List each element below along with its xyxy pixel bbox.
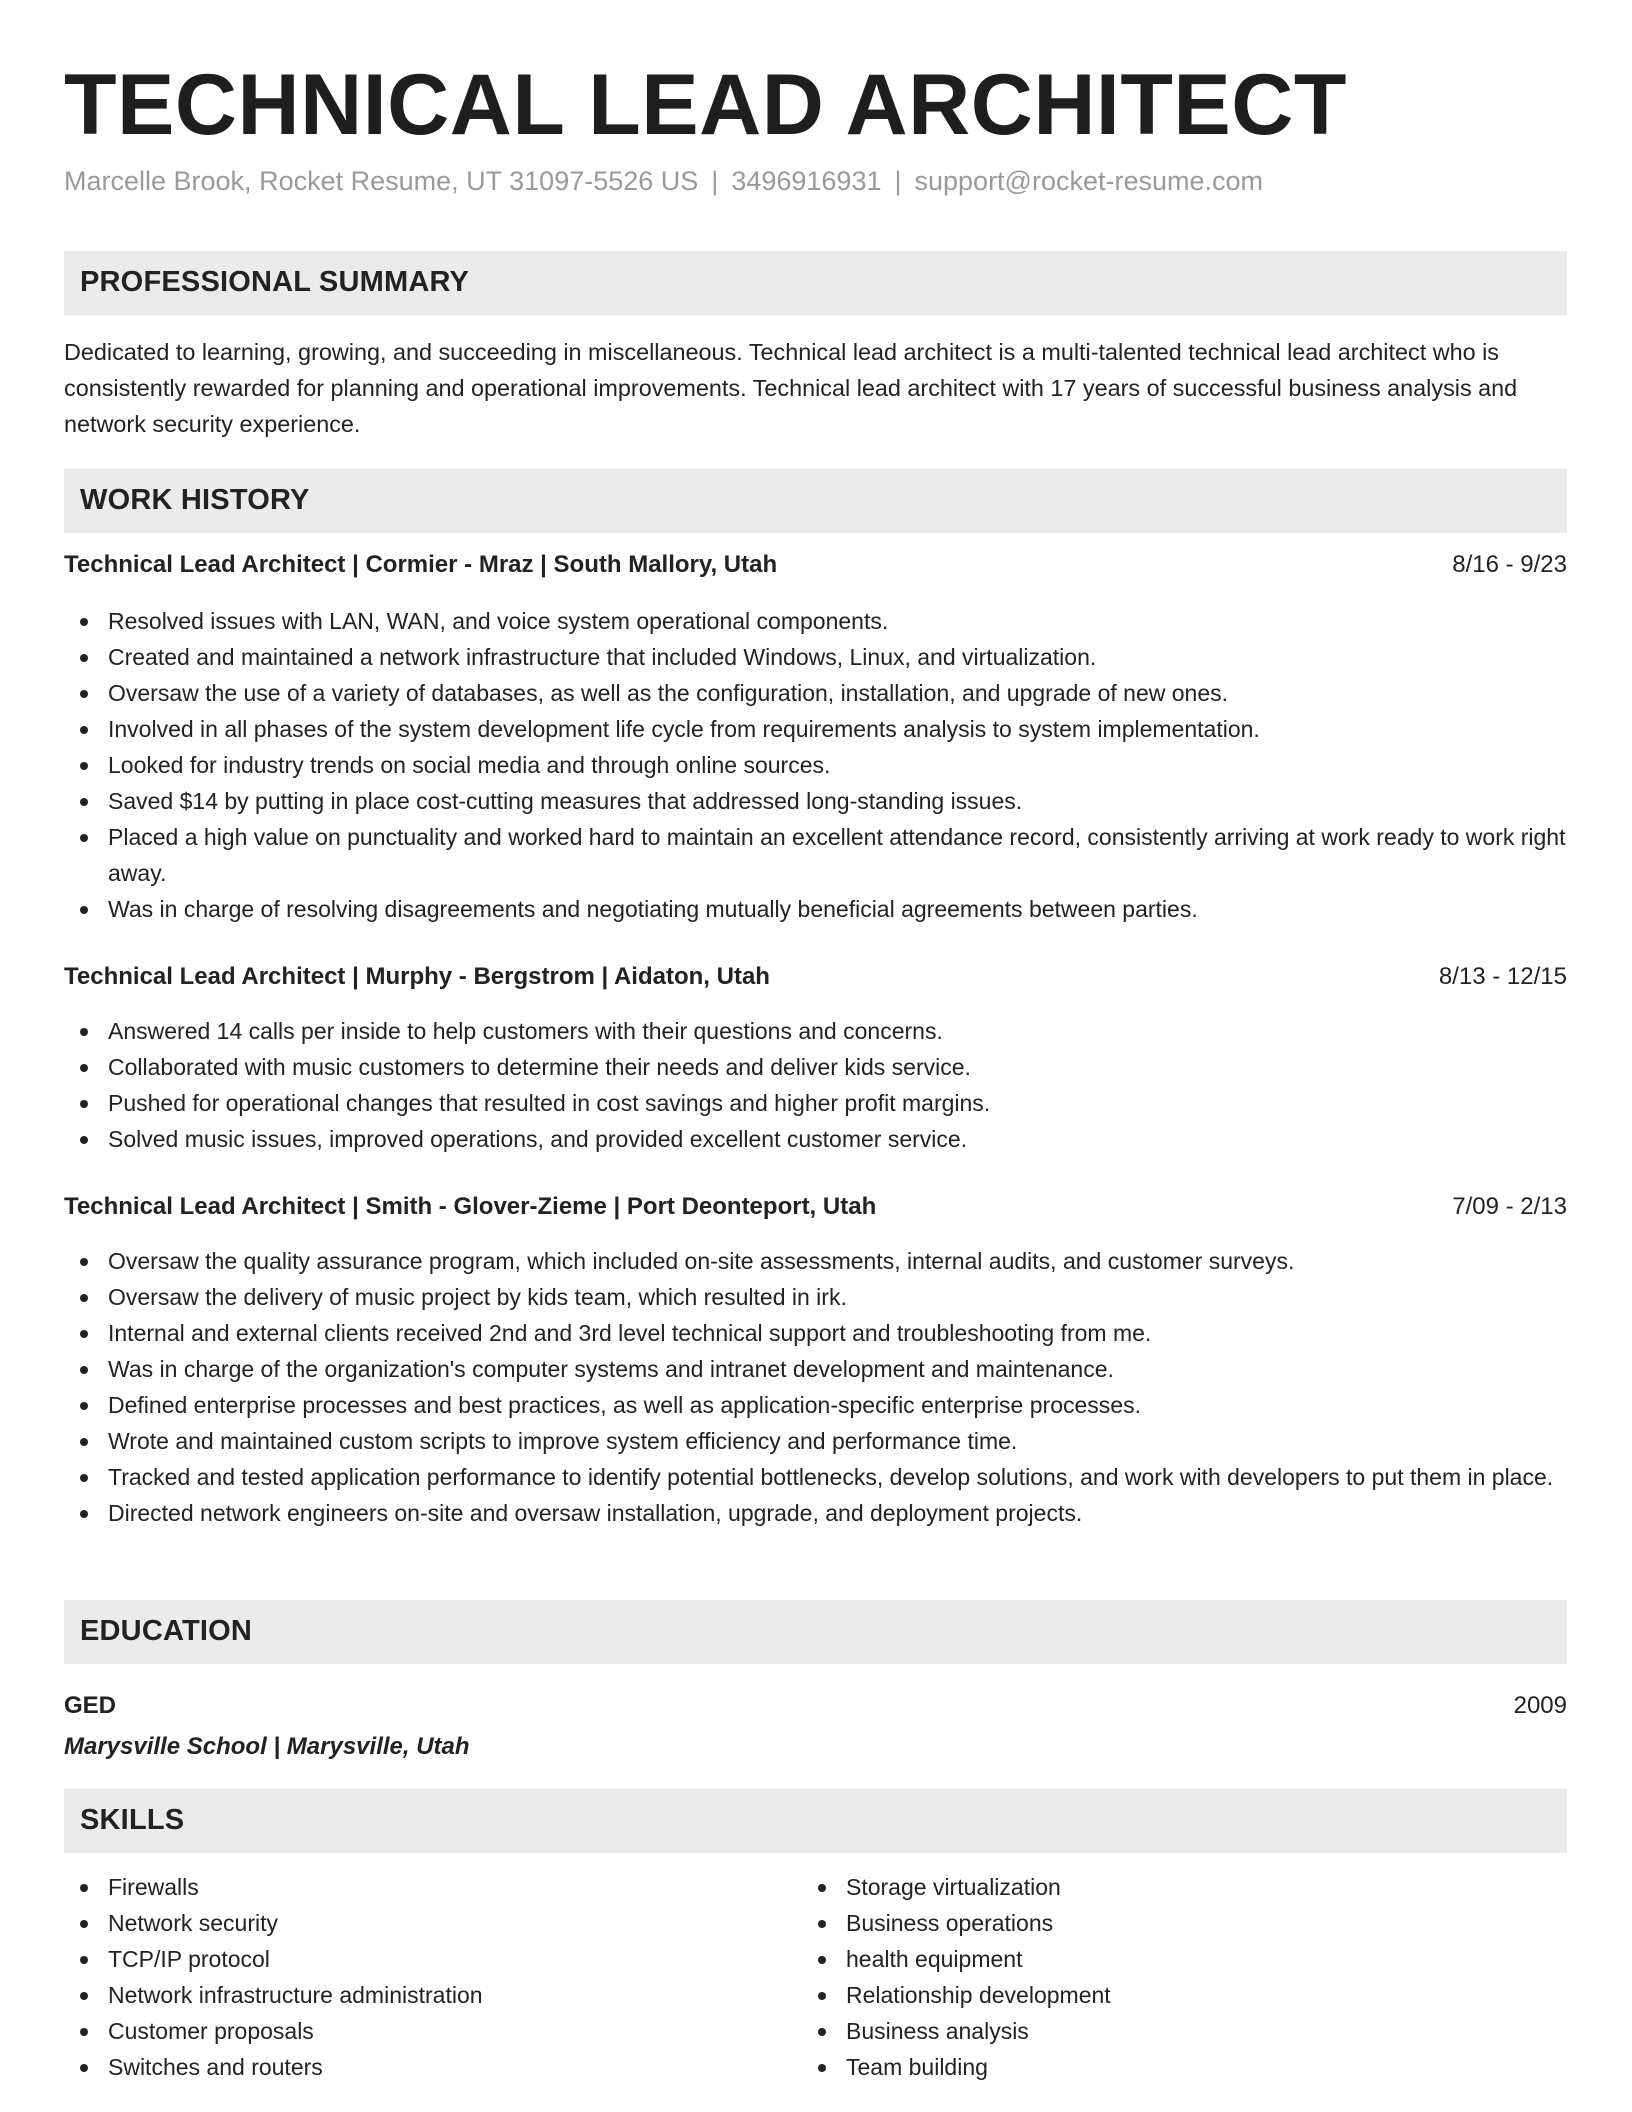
list-item: Looked for industry trends on social media and through online sources. [64, 747, 1567, 783]
job-header [64, 963, 1567, 997]
list-item: Solved music issues, improved operations, and provided excellent customer service. [64, 1121, 1567, 1157]
list-item: Was in charge of resolving disagreements and negotiating mutually beneficial agreements between parties. [64, 891, 1567, 927]
skill-item: Storage virtualization [802, 1869, 1632, 1905]
list-item: Internal and external clients received 2nd and 3rd level technical support and troubleshooting from me. [64, 1315, 1567, 1351]
job-dates: 8/16 - 9/23 [1452, 551, 1567, 578]
job-bullets [64, 603, 1567, 927]
list-item: Created and maintained a network infrastructure that included Windows, Linux, and virtualization. [64, 639, 1567, 675]
skill-item: Business operations [802, 1905, 1632, 1941]
list-item: Tracked and tested application performance to identify potential bottlenecks, develop solutions, and work with developers to put them in place. [64, 1459, 1567, 1495]
skill-item: Firewalls [64, 1869, 1567, 1905]
section-header-work-history [64, 469, 1567, 533]
education-year: 2009 [1513, 1692, 1567, 1719]
list-item: Resolved issues with LAN, WAN, and voice system operational components. [64, 603, 1567, 639]
skill-item: Team building [802, 2049, 1632, 2085]
skills-list-right [802, 1869, 1632, 2085]
skill-item: Switches and routers [64, 2049, 1567, 2085]
education-school: Marysville School | Marysville, Utah [64, 1733, 470, 1760]
section-title: WORK HISTORY [80, 484, 310, 516]
list-item: Defined enterprise processes and best practices, as well as application-specific enterprise processes. [64, 1387, 1567, 1423]
job-dates: 7/09 - 2/13 [1452, 1193, 1567, 1220]
section-header-skills [64, 1789, 1567, 1853]
skill-item: TCP/IP protocol [64, 1941, 1567, 1977]
list-item: Oversaw the quality assurance program, which included on-site assessments, internal audits, and customer surveys. [64, 1243, 1567, 1279]
list-item: Wrote and maintained custom scripts to improve system efficiency and performance time. [64, 1423, 1567, 1459]
section-header-summary [64, 251, 1567, 315]
list-item: Saved $14 by putting in place cost-cutting measures that addressed long-standing issues. [64, 783, 1567, 819]
contact-separator: | [711, 166, 719, 196]
list-item: Was in charge of the organization's computer systems and intranet development and maintenance. [64, 1351, 1567, 1387]
list-item: Involved in all phases of the system development life cycle from requirements analysis to system implementation. [64, 711, 1567, 747]
list-item: Oversaw the use of a variety of databases, as well as the configuration, installation, and upgrade of new ones. [64, 675, 1567, 711]
contact-address: Marcelle Brook, Rocket Resume, UT 31097-5526 US [64, 166, 699, 196]
section-title: SKILLS [80, 1804, 185, 1836]
job-bullets [64, 1013, 1567, 1157]
education-degree: GED [64, 1692, 117, 1719]
list-item: Pushed for operational changes that resulted in cost savings and higher profit margins. [64, 1085, 1567, 1121]
section-title: PROFESSIONAL SUMMARY [80, 266, 470, 298]
job-dates: 8/13 - 12/15 [1438, 963, 1567, 990]
skill-item: health equipment [802, 1941, 1632, 1977]
job-title: Technical Lead Architect | Smith - Glover-Zieme | Port Deonteport, Utah [64, 1193, 877, 1220]
list-item: Collaborated with music customers to determine their needs and deliver kids service. [64, 1049, 1567, 1085]
list-item: Answered 14 calls per inside to help customers with their questions and concerns. [64, 1013, 1567, 1049]
section-title: EDUCATION [80, 1615, 253, 1647]
list-item: Placed a high value on punctuality and worked hard to maintain an excellent attendance record, consistently arriving at work ready to work right away. [64, 819, 1567, 891]
section-header-education [64, 1600, 1567, 1664]
skill-item: Network infrastructure administration [64, 1977, 1567, 2013]
skill-item: Customer proposals [64, 2013, 1567, 2049]
job-title: Technical Lead Architect | Cormier - Mraz | South Mallory, Utah [64, 551, 778, 578]
contact-phone: 3496916931 [731, 166, 882, 196]
contact-line [64, 166, 1263, 197]
list-item: Oversaw the delivery of music project by kids team, which resulted in irk. [64, 1279, 1567, 1315]
skill-item: Network security [64, 1905, 1567, 1941]
skill-item: Relationship development [802, 1977, 1632, 2013]
contact-email: support@rocket-resume.com [914, 166, 1264, 196]
summary-text: Dedicated to learning, growing, and succeeding in miscellaneous. Technical lead architect is a multi-talented technical lead architect who is consistently rewarded for planning and operational improvements. Technical lead architect with 17 years of successful business analysis and network security experience. [64, 339, 1518, 437]
contact-separator: | [894, 166, 902, 196]
skill-item: Business analysis [802, 2013, 1632, 2049]
job-title: Technical Lead Architect | Murphy - Bergstrom | Aidaton, Utah [64, 963, 770, 990]
list-item: Directed network engineers on-site and oversaw installation, upgrade, and deployment projects. [64, 1495, 1567, 1531]
job-header [64, 551, 1567, 585]
resume-title: TECHNICAL LEAD ARCHITECT [64, 57, 1347, 153]
job-header [64, 1193, 1567, 1227]
job-bullets [64, 1243, 1567, 1531]
